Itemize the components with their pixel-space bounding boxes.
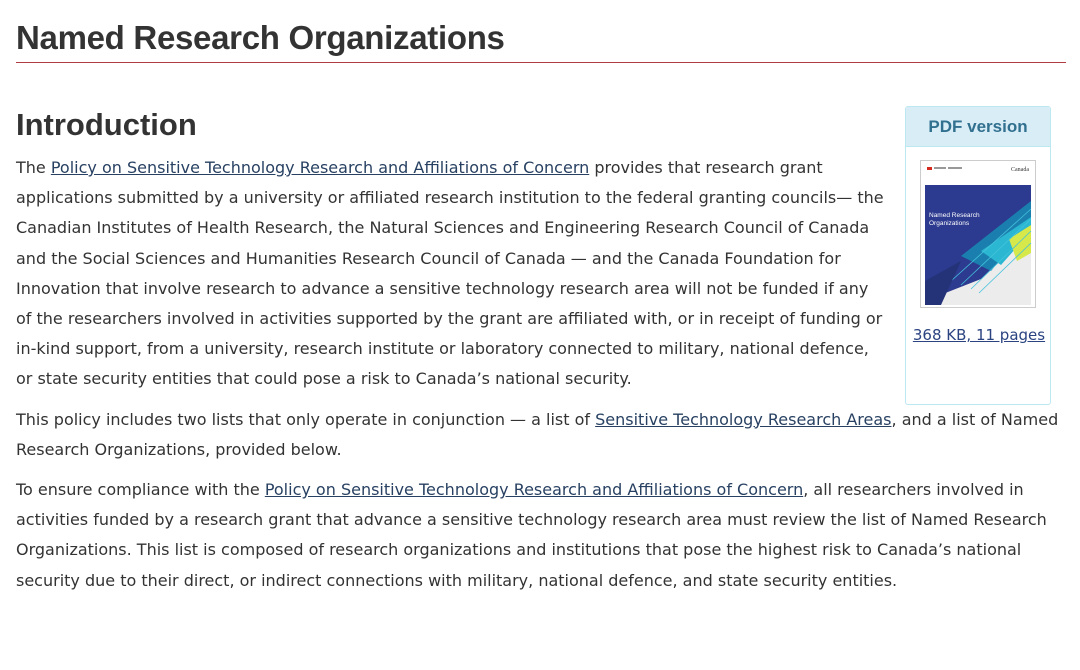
thumbnail-title-line-1: Named Research — [929, 212, 980, 219]
policy-link[interactable]: Policy on Sensitive Technology Research and Affiliations of Concern — [50, 158, 590, 177]
paragraph-text: , all researchers involved in activities funded by a research grant that advance a sensitive technology research area must review the list of Named Research Organizations. This list is composed of research organizations and institutions that pose the highest risk to Canada’s national security due to their direct, or indirect connections with military, national defence, and state security entities. — [16, 480, 1047, 590]
pdf-download-link[interactable]: 368 KB, 11 pages — [912, 326, 1046, 344]
page-title: Named Research Organizations — [16, 19, 505, 56]
canada-flag-icon — [927, 167, 932, 170]
canada-wordmark: Canada — [1011, 167, 1029, 173]
paragraph-text: , and a list of Named Research Organizations, provided below. — [16, 409, 1059, 459]
pdf-cover-thumbnail[interactable] — [920, 160, 1036, 308]
title-divider — [16, 62, 1066, 63]
sensitive-research-areas-link[interactable]: Sensitive Technology Research Areas — [595, 409, 892, 429]
pdf-cover-image — [921, 161, 1035, 307]
paragraph-text: The — [16, 158, 51, 177]
policy-link[interactable]: Policy on Sensitive Technology Research and Affiliations of Concern — [264, 480, 804, 500]
pdf-panel-heading: PDF version — [906, 107, 1050, 147]
thumbnail-title-line-2: Organizations — [929, 220, 970, 227]
pdf-version-panel — [905, 106, 1051, 405]
section-heading-introduction: Introduction — [16, 107, 197, 142]
paragraph-text: This policy includes two lists that only operate in conjunction — a list of — [16, 409, 596, 429]
intro-paragraph-1 — [16, 153, 888, 395]
intro-paragraph-2 — [16, 405, 1076, 465]
paragraph-text: provides that research grant applications submitted by a university or affiliated research institution to the federal granting councils— the Canadian Institutes of Health Research, the Natural Sciences and Engineering Research Council of Canada and the Social Sciences and Humanities Research Council of Canada — and the Canada Foundation for Innovation that involve research to advance a sensitive technology research area will not be funded if any of the researchers involved in activities supported by the grant are affiliated with, or in receipt of funding or in-kind support, from a university, research institute or laboratory connected to military, national defence, or state security entities that could pose a risk to Canada’s national security. — [16, 158, 884, 389]
paragraph-text: To ensure compliance with the — [16, 480, 265, 500]
intro-paragraph-3 — [16, 475, 1076, 596]
